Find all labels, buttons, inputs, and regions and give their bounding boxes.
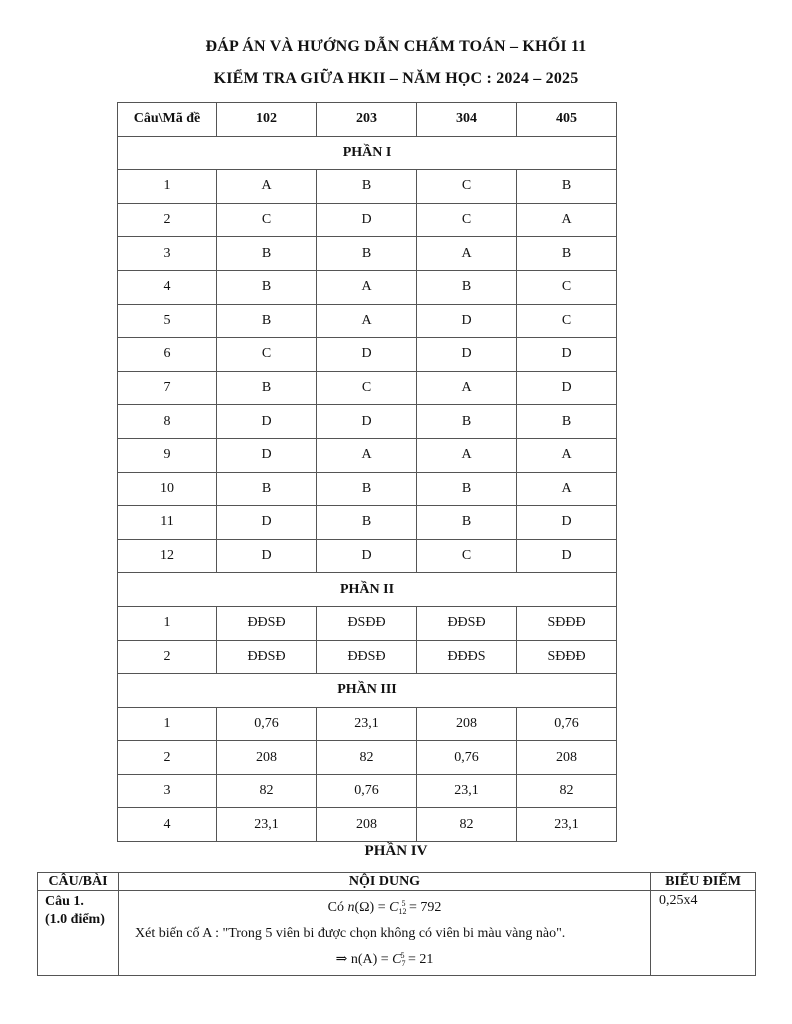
part3-section [118,674,617,708]
answer-cell: B [317,170,417,204]
answer-row [118,170,617,204]
answer-cell: 208 [317,808,417,842]
question-1-cell [38,891,119,976]
answer-key-table [117,102,617,842]
answer-cell: SĐĐĐ [517,606,617,640]
answer-cell: B [417,405,517,439]
answer-cell: C [317,371,417,405]
answer-cell: A [417,371,517,405]
answer-cell: B [217,270,317,304]
part1-section-label: PHẦN I [118,136,617,170]
solution-table [37,872,756,976]
answer-cell: C [417,539,517,573]
part4-title: PHẦN IV [364,843,428,859]
answer-cell: B [517,405,617,439]
sample-space-prefix: Có [327,900,344,915]
answer-cell: B [217,472,317,506]
answer-cell: C [217,338,317,372]
event-count-line: ⇒ $n(A) = C_7^5 = 21$ [335,951,434,968]
header-cau-bai: CÂU/BÀI [38,873,119,891]
answer-row [118,203,617,237]
answer-cell: ĐĐSĐ [217,640,317,674]
answer-row [118,371,617,405]
question-number-cell: 2 [118,741,217,775]
question-number-cell: 12 [118,539,217,573]
answer-cell: B [317,237,417,271]
answer-cell: C [217,203,317,237]
answer-cell: D [317,338,417,372]
answer-cell: B [417,506,517,540]
answer-row [118,304,617,338]
question-number-cell: 6 [118,338,217,372]
answer-cell: 23,1 [217,808,317,842]
answer-cell: D [217,438,317,472]
answer-cell: ĐĐSĐ [417,606,517,640]
question-number-cell: 2 [118,640,217,674]
question-number-cell: 2 [118,203,217,237]
sample-space-value: = 792 [408,900,442,915]
question-number-cell: 1 [118,707,217,741]
answer-cell: B [417,270,517,304]
answer-row [118,640,617,674]
answer-cell: 208 [217,741,317,775]
answer-cell: B [517,170,617,204]
answer-cell: 23,1 [317,707,417,741]
answer-cell: D [217,405,317,439]
answer-cell: D [417,338,517,372]
answer-row [118,741,617,775]
answer-cell: 0,76 [317,774,417,808]
answer-cell: SĐĐĐ [517,640,617,674]
answer-row [118,338,617,372]
part2-section [118,573,617,607]
header-cell: 304 [417,103,517,137]
sample-space-line: Có $n(\Omega) = C_{12}^5 = 792$ [327,899,442,916]
answer-cell: ĐĐSĐ [217,606,317,640]
answer-cell: C [417,170,517,204]
question-number-cell: 1 [118,170,217,204]
answer-row [118,808,617,842]
answer-cell: A [217,170,317,204]
answer-cell: B [217,304,317,338]
answer-cell: 82 [517,774,617,808]
question-number-cell: 3 [118,237,217,271]
document-title: ĐÁP ÁN VÀ HƯỚNG DẪN CHẤM TOÁN – KHỐI 11 [205,38,587,55]
answer-cell: D [317,405,417,439]
question-number-cell: 8 [118,405,217,439]
answer-cell: D [417,304,517,338]
question-number-cell: 3 [118,774,217,808]
answer-cell: B [517,237,617,271]
answer-cell: 82 [417,808,517,842]
answer-cell: C [517,304,617,338]
answer-row [118,472,617,506]
answer-cell: B [217,237,317,271]
answer-cell: D [517,371,617,405]
answer-cell: B [317,472,417,506]
question-number-cell: 4 [118,808,217,842]
answer-row [118,707,617,741]
answer-cell: 0,76 [517,707,617,741]
answer-row [118,270,617,304]
answer-cell: A [317,304,417,338]
answer-cell: D [317,539,417,573]
answer-cell: A [517,438,617,472]
question-number-cell: 4 [118,270,217,304]
part3-section-label: PHẦN III [118,674,617,708]
answer-cell: D [217,506,317,540]
answer-cell: 23,1 [417,774,517,808]
event-count-value: = 21 [408,952,434,967]
part2-section-label: PHẦN II [118,573,617,607]
answer-cell: 82 [217,774,317,808]
question-number-cell: 10 [118,472,217,506]
answer-cell: A [317,438,417,472]
question-number-cell: 5 [118,304,217,338]
answer-cell: ĐĐĐS [417,640,517,674]
answer-cell: A [517,472,617,506]
answer-cell: 208 [517,741,617,775]
answer-row [118,438,617,472]
answer-row [118,405,617,439]
answer-cell: C [517,270,617,304]
question-1-score: 0,25x4 [651,891,756,976]
document-subtitle: KIỂM TRA GIỮA HKII – NĂM HỌC : 2024 – 2025 [213,70,579,87]
answer-cell: A [517,203,617,237]
header-bieu-diem: BIỂU ĐIỂM [651,873,756,891]
answer-cell: B [317,506,417,540]
header-cell: 203 [317,103,417,137]
answer-cell: 82 [317,741,417,775]
question-1-label: Câu 1. [45,894,84,909]
answer-cell: B [417,472,517,506]
answer-cell: 208 [417,707,517,741]
answer-cell: B [217,371,317,405]
answer-cell: A [417,237,517,271]
answer-cell: D [517,539,617,573]
answer-cell: D [517,506,617,540]
answer-cell: A [417,438,517,472]
answer-cell: 0,76 [217,707,317,741]
event-description: Xét biến cố A : "Trong 5 viên bi được chọn không có viên bi màu vàng nào". [135,926,566,941]
question-number-cell: 9 [118,438,217,472]
answer-cell: ĐĐSĐ [317,640,417,674]
question-1-content [119,891,651,976]
answer-row [118,539,617,573]
answer-cell: C [417,203,517,237]
answer-row [118,606,617,640]
answer-cell: D [517,338,617,372]
header-noi-dung: NỘI DUNG [119,873,651,891]
header-cell: Câu\Mã đề [118,103,217,137]
question-number-cell: 11 [118,506,217,540]
answer-row [118,506,617,540]
answer-row [118,237,617,271]
header-cell: 405 [517,103,617,137]
question-1-points: (1.0 điểm) [45,912,105,927]
answer-cell: ĐSĐĐ [317,606,417,640]
answer-cell: D [317,203,417,237]
answer-cell: 0,76 [417,741,517,775]
table-header-row [118,103,617,137]
answer-cell: A [317,270,417,304]
question-number-cell: 1 [118,606,217,640]
question-number-cell: 7 [118,371,217,405]
answer-cell: 23,1 [517,808,617,842]
answer-row [118,774,617,808]
answer-cell: D [217,539,317,573]
part1-section [118,136,617,170]
header-cell: 102 [217,103,317,137]
